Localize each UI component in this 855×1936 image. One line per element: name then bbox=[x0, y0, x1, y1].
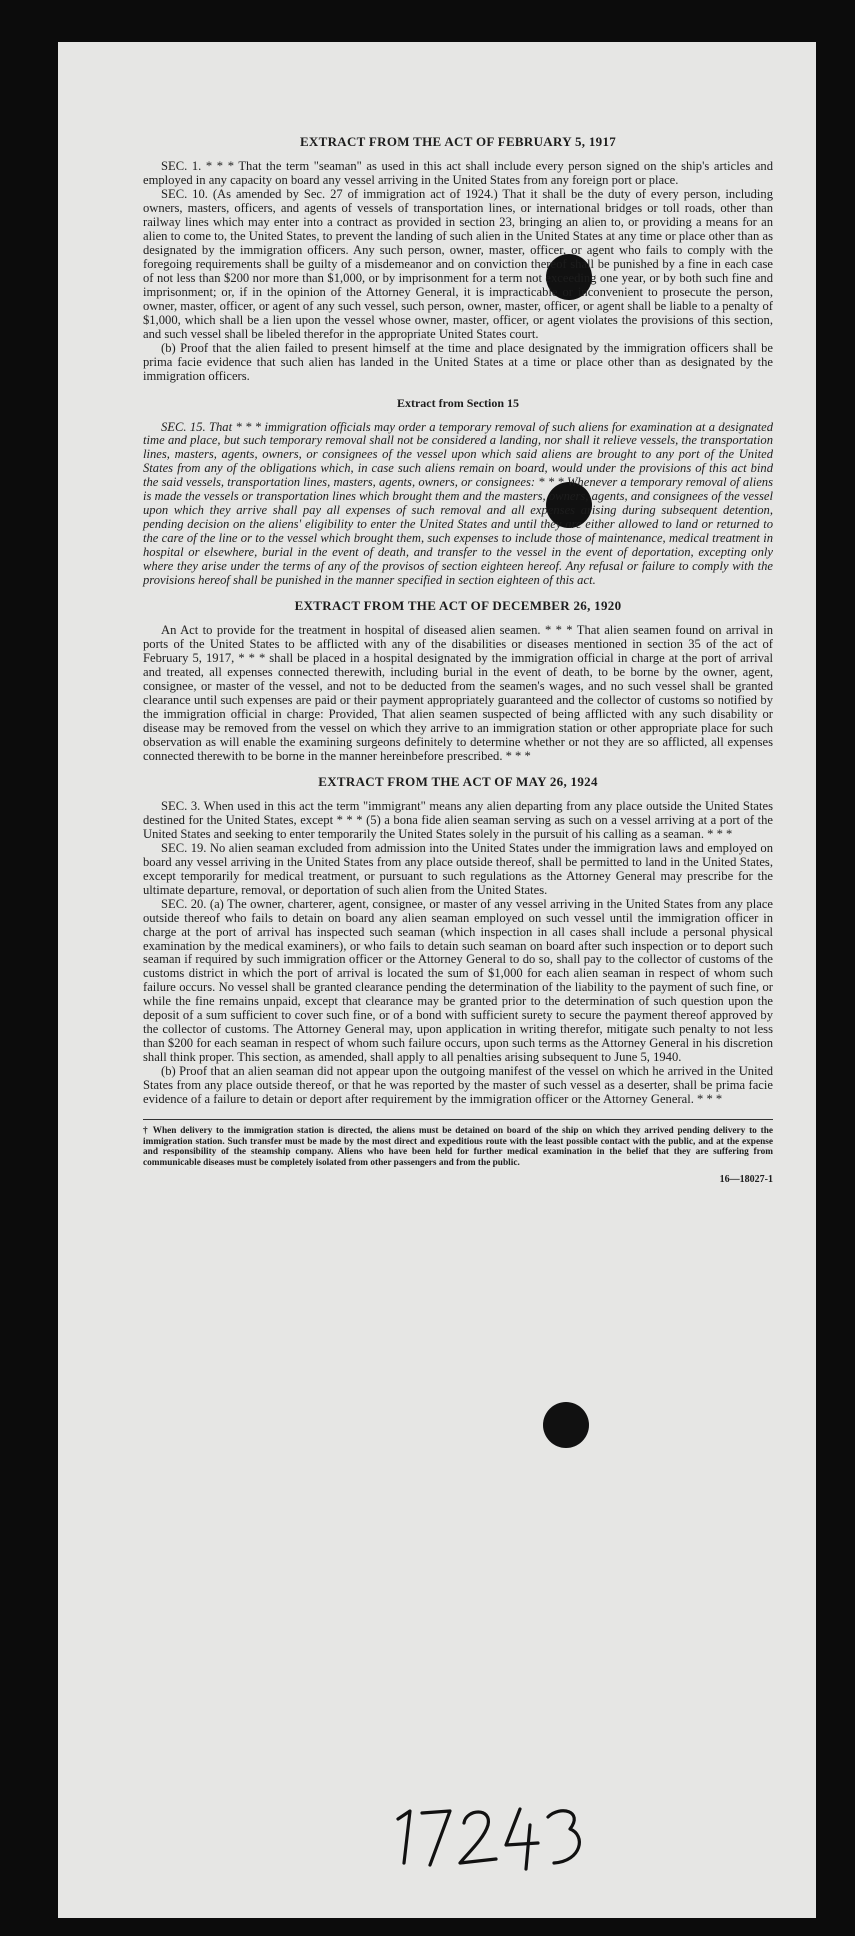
footnote-text: † When delivery to the immigration station is directed, the aliens must be detained on board of the ship on which they arrived pending delivery to the immigration station. Such transfer must be made by the most direct and expeditious route with the least possible contact with the public, and at the expense and responsibility of the steamship company. Aliens who have been held for further medical examination in the belief that they are suffering from communicable diseases must be completely isolated from other passengers and from the public. bbox=[143, 1126, 773, 1168]
act-1920-text: An Act to provide for the treatment in hospital of diseased alien seamen. * * * That alien seamen found on arrival in ports of the United States to be afflicted with any of the disabilities or diseases mentioned in section 35 of the act of February 5, 1917, * * * shall be placed in a hospital designated by the immigration official in charge at the port of arrival and treated, all expenses connected therewith, including burial in the event of death, to be borne by the owner, agent, consignee, or master of the vessel, and not to be deducted from the seamen's wages, and no such vessel shall be granted clearance until such expenses are paid or their payment appropriately guaranteed and the collector of customs so notified by the immigration official in charge: Provided, That alien seamen suspected of being afflicted with any such disability or disease may be removed from the vessel on which they arrive to an immigration station or other appropriate place for such observation as will enable the examining surgeons definitely to determine whether or not they are so afflicted, all expenses connected therewith to be borne in the manner hereinbefore prescribed. * * * bbox=[143, 623, 773, 763]
footnote-divider bbox=[143, 1119, 773, 1120]
heading-act-1920: EXTRACT FROM THE ACT OF DECEMBER 26, 1920 bbox=[294, 598, 622, 614]
sec-20-text: SEC. 20. (a) The owner, charterer, agent, consignee, or master of any vessel arriving in the United States from any place outside thereof who fails to detain on board any alien seaman employed on such vessel until the immigration officer in charge at the port of arrival has inspected such seaman (which inspection in all cases shall include a personal physical examination by the medical examiners), or who fails to detain such seaman on board after such inspection or to deport such seaman if required by such immigration officer or the Attorney General to do so, shall pay to the collector of customs of the customs district in which the port of arrival is located the sum of $1,000 for each alien seaman in respect of whom such failure occurs. No vessel shall be granted clearance pending the determination of the liability to the payment of such fine, or while the fine remains unpaid, except that clearance may be granted prior to the determination of such question upon the deposit of a sum sufficient to cover such fine, or of a bond with sufficient surety to secure the payment thereof approved by the collector of customs. The Attorney General may, upon application in writing therefor, mitigate such penalty to not less than $200 for each seaman in respect of whom such failure occurs, upon such terms as the Attorney General in his discretion shall think proper. This section, as amended, shall apply to all penalties arising subsequent to June 5, 1940. bbox=[143, 896, 773, 1065]
document-page bbox=[58, 42, 816, 1918]
sec-10-text: SEC. 10. (As amended by Sec. 27 of immigration act of 1924.) That it shall be the duty of every person, including owners, masters, officers, and agents of vessels of transportation lines, or international bridges or toll roads, other than railway lines which may enter into a contract as provided in section 23, bringing an alien to, or providing a means for an alien to come to, the United States, to prevent the landing of such alien in the United States at any time or place other than as designated by the immigration officers. Any such person, owner, master, officer, or agent who fails to comply with the foregoing requirements shall be guilty of a misdemeanor and on conviction thereof shall be punished by a fine in each case of not less than $200 nor more than $1,000, or by imprisonment for a term not exceeding one year, or by both such fine and imprisonment; or, if in the opinion of the Attorney General, it is impracticable or inconvenient to prosecute the person, owner, master, officer, or agent of any such vessel, such person, owner, master, officer, or agent shall be liable to a penalty of $1,000, which shall be a lien upon the vessel whose owner, master, officer, or agent violates the provisions of this section, and such vessel shall be libeled therefor in the appropriate United States court. bbox=[143, 186, 773, 341]
heading-act-1917: EXTRACT FROM THE ACT OF FEBRUARY 5, 1917 bbox=[299, 134, 617, 149]
sec-20b-text: (b) Proof that an alien seaman did not appear upon the outgoing manifest of the vessel on which he arrived in the United States from any place outside thereof, or that he was reported by the master of such vessel as a deserter, shall be prima facie evidence of a failure to detain or deport after requirement by the immigration officer or the Attorney General. * * * bbox=[143, 1064, 773, 1107]
document-body bbox=[143, 134, 773, 1186]
sec-3-text: SEC. 3. When used in this act the term "immigrant" means any alien departing from any place outside the United States destined for the United States, except * * * (5) a bona fide alien seaman serving as such on a vessel arriving at a port of the United States and seeking to enter temporarily the United States solely in the pursuit of his calling as a seaman. * * * bbox=[143, 798, 773, 841]
heading-act-1924: EXTRACT FROM THE ACT OF MAY 26, 1924 bbox=[318, 773, 598, 789]
sec-1-text: SEC. 1. * * * That the term "seaman" as used in this act shall include every person signed on the ship's articles and employed in any capacity on board any vessel arriving in the United States from any foreign port or place. bbox=[143, 159, 773, 187]
punch-hole bbox=[543, 1402, 589, 1448]
sec-15-text: SEC. 15. That * * * immigration officials may order a temporary removal of such aliens for examination at a designated time and place, but such temporary removal shall not be considered a landing, nor shall it relieve vessels, the transportation lines, masters, agents, owners, or consignees of the vessel upon which said aliens are brought to any port of the United States from any of the obligations which, in case such aliens remain on board, would under the provisions of this act bind the said vessels, transportation lines, masters, agents, owners, or consignees: * * * Whenever a temporary removal of aliens is made the vessels or transportation lines which brought them and the masters, owners, agents, and consignees of the vessel upon which they arrive shall pay all expenses of such removal and all expenses arising during subsequent detention, pending decision on the aliens' eligibility to enter the United States and until they are either allowed to land or returned to the care of the line or to the vessel which brought them, such expenses to include those of maintenance, medical treatment in hospital or elsewhere, burial in the event of death, and transfer to the vessel in the event of deportation, excepting only where they arise under the terms of any of the provisos of section eighteen hereof. Any refusal or failure to comply with the provisions hereof shall be punished in the manner specified in section eighteen of this act. bbox=[143, 419, 773, 588]
handwritten-number bbox=[388, 1797, 588, 1877]
sec-19-text: SEC. 19. No alien seaman excluded from admission into the United States under the immigration laws and employed on board any vessel arriving in the United States from any place outside thereof, shall be permitted to land in the United States, except temporarily for medical treatment, or pursuant to such regulations as the Attorney General may prescribe for the ultimate departure, removal, or deportation of such alien from the United States. bbox=[143, 840, 773, 897]
form-number: 16—18027-1 bbox=[719, 1174, 773, 1186]
heading-section-15: Extract from Section 15 bbox=[396, 395, 520, 410]
sec-10b-text: (b) Proof that the alien failed to present himself at the time and place designated by the immigration officers shall be prima facie evidence that such alien has landed in the United States at a time or place other than as designated by the immigration officers. bbox=[143, 340, 773, 383]
